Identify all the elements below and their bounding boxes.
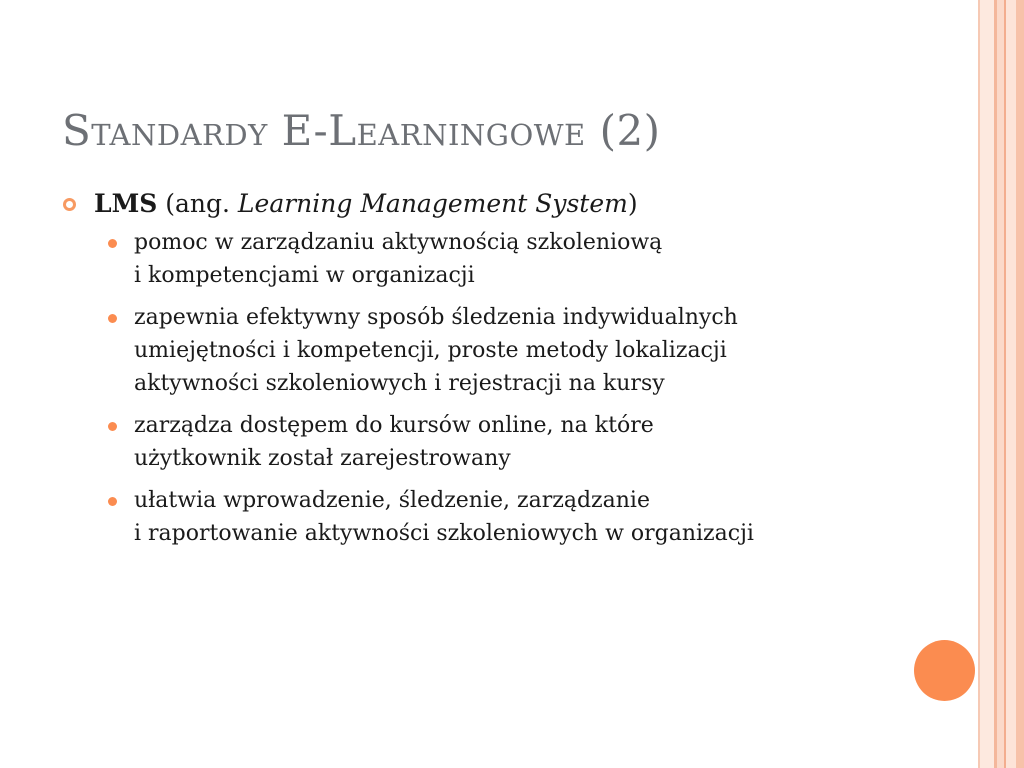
term-suffix: ) (627, 189, 638, 218)
dot-bullet-icon (108, 497, 117, 506)
sub-bullet-line: aktywności szkoleniowych i rejestracji na kursy (134, 371, 665, 396)
sub-bullet-item (62, 301, 892, 400)
dot-bullet-icon (108, 422, 117, 431)
sub-bullet-line: użytkownik został zarejestrowany (134, 446, 511, 471)
term-expansion: Learning Management System (237, 189, 628, 218)
decorative-stripes (978, 0, 1024, 768)
sub-bullet-line: zarządza dostępem do kursów online, na które (134, 413, 654, 438)
slide-content (62, 186, 892, 559)
dot-bullet-icon (108, 314, 117, 323)
sub-bullet-line: umiejętności i kompetencji, proste metody lokalizacji (134, 338, 727, 363)
dot-bullet-icon (108, 239, 117, 248)
term-prefix: (ang. (157, 189, 238, 218)
stripe (997, 0, 1004, 768)
ring-bullet-icon (63, 198, 76, 211)
stripe (980, 0, 994, 768)
sub-bullet-list (62, 226, 892, 550)
orange-circle-icon (914, 640, 975, 701)
sub-bullet-item (62, 484, 892, 550)
sub-bullet-item (62, 226, 892, 292)
sub-bullet-line: zapewnia efektywny sposób śledzenia indywidualnych (134, 305, 738, 330)
stripe (1016, 0, 1024, 768)
slide-title: Standardy E-Learningowe (2) (62, 106, 661, 155)
stripe (1006, 0, 1016, 768)
main-bullet-point (62, 186, 892, 222)
sub-bullet-line: i kompetencjami w organizacji (134, 263, 475, 288)
sub-bullet-line: pomoc w zarządzaniu aktywnością szkoleniową (134, 230, 663, 255)
sub-bullet-line: ułatwia wprowadzenie, śledzenie, zarządzanie (134, 488, 650, 513)
term-lms: LMS (94, 189, 158, 218)
sub-bullet-line: i raportowanie aktywności szkoleniowych w organizacji (134, 521, 754, 546)
sub-bullet-item (62, 409, 892, 475)
